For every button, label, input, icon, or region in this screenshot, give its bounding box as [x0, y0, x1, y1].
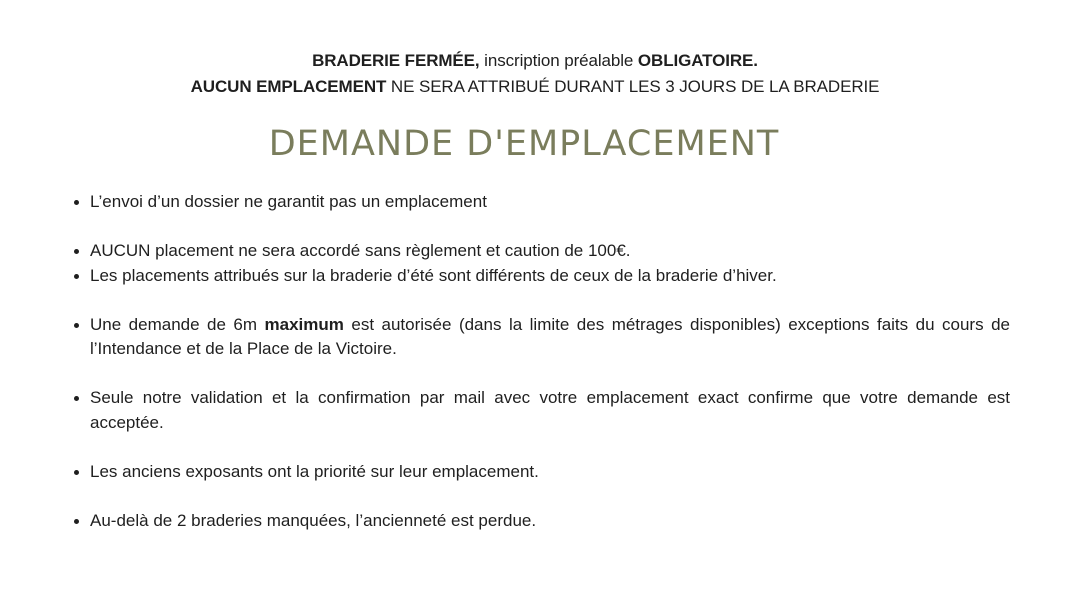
list-item-text: Seule notre validation et la confirmation par mail avec votre emplacement exact confirme que votre demande est acceptée. — [90, 388, 1010, 432]
notice-no-placement: AUCUN EMPLACEMENT — [190, 77, 387, 96]
rules-list — [70, 190, 1010, 533]
list-item — [70, 264, 1010, 289]
notice-closed: BRADERIE FERMÉE, — [312, 51, 480, 70]
list-item — [70, 239, 1010, 264]
list-item-text-post: est autorisée (dans la limite des métrages disponibles) exceptions faits du cours de l’Intendance et de la Place de la Victoire. — [90, 314, 1010, 358]
notice-line-1 — [0, 48, 1070, 74]
list-item-text-pre: Une demande de 6m — [90, 314, 265, 334]
list-item-text: Les anciens exposants ont la priorité sur leur emplacement. — [90, 461, 539, 481]
notice-line-2 — [0, 74, 1070, 100]
page-title: DEMANDE D'EMPLACEMENT — [268, 124, 780, 164]
list-item — [70, 313, 1010, 362]
notice-no-placement-detail: NE SERA ATTRIBUÉ DURANT LES 3 JOURS DE LA BRADERIE — [386, 77, 880, 96]
list-item — [70, 509, 1010, 534]
notice-registration: inscription préalable — [479, 51, 638, 70]
list-item — [70, 386, 1010, 435]
notice-mandatory: OBLIGATOIRE. — [637, 51, 758, 70]
notice-banner — [0, 48, 1070, 100]
list-item-text: L’envoi d’un dossier ne garantit pas un emplacement — [90, 192, 487, 211]
list-item — [70, 460, 1010, 485]
list-item-text: Les placements attribués sur la braderie d’été sont différents de ceux de la braderie d’hiver. — [90, 265, 777, 285]
list-item-text: Au-delà de 2 braderies manquées, l’ancienneté est perdue. — [90, 510, 537, 530]
list-item-text: AUCUN placement ne sera accordé sans règlement et caution de 100€. — [90, 241, 631, 260]
list-item — [70, 190, 1010, 215]
list-item-text-bold: maximum — [264, 314, 344, 334]
